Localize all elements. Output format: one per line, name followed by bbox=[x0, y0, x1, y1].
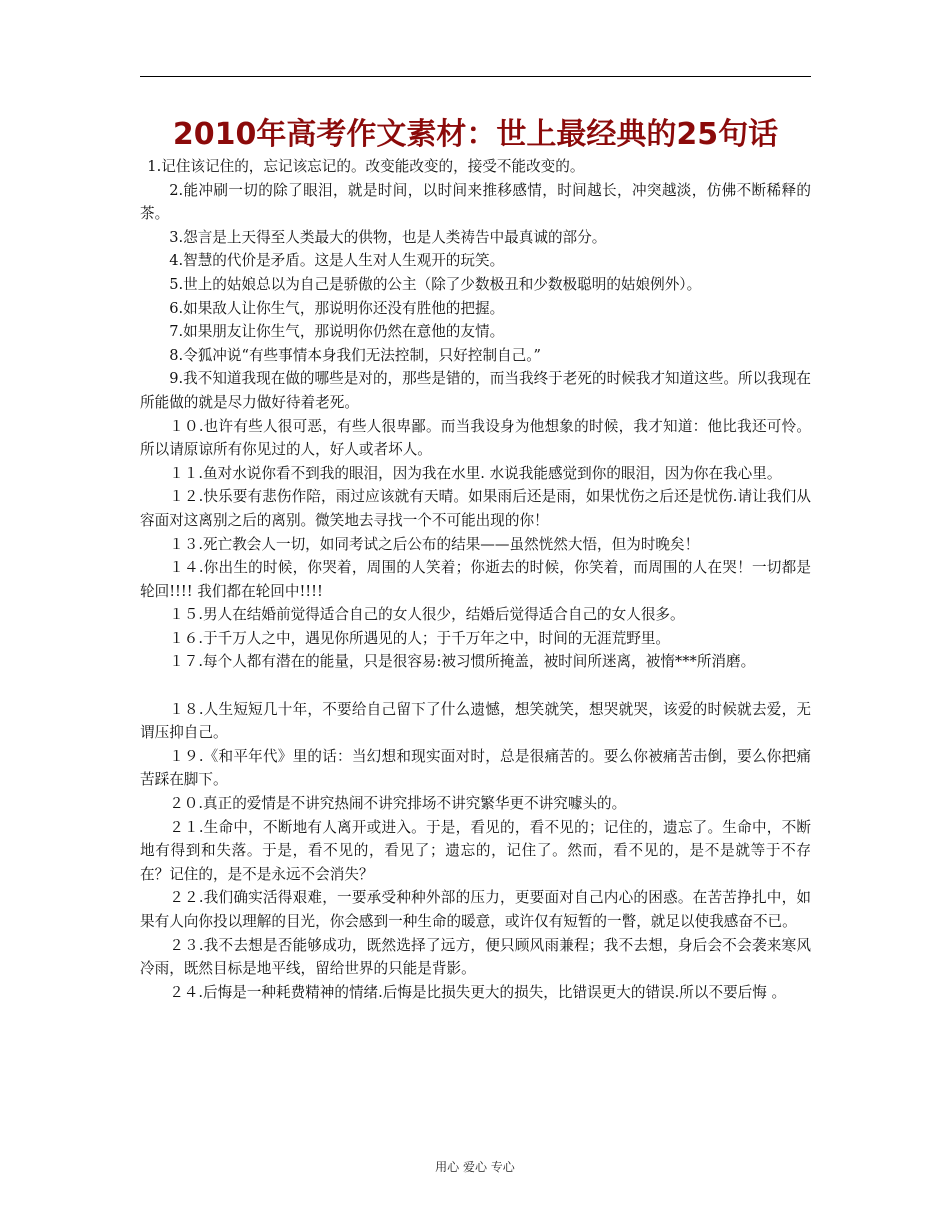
quote-paragraph-20: ２０.真正的爱情是不讲究热闹不讲究排场不讲究繁华更不讲究噱头的。 bbox=[169, 795, 627, 813]
quote-paragraph-22: ２２.我们确实活得艰难，一要承受种种外部的压力，更要面对自己内心的困惑。在苦苦挣扎中，如果有人向你投以理解的目光，你会感到一种生命的暖意，或许仅有短暂的一瞥，就足以使我感奋不已。 bbox=[140, 889, 811, 930]
quote-paragraph-1: 1.记住该记住的，忘记该忘记的。改变能改变的，接受不能改变的。 bbox=[147, 158, 585, 175]
quote-paragraph-3: 3.怨言是上天得至人类最大的供物，也是人类祷告中最真诚的部分。 bbox=[169, 228, 607, 246]
quote-paragraph-15: １５.男人在结婚前觉得适合自己的女人很少，结婚后觉得适合自己的女人很多。 bbox=[169, 606, 685, 624]
quote-paragraph-10: １０.也许有些人很可恶，有些人很卑鄙。而当我设身为他想象的时候，我才知道：他比我还可怜。所以请原谅所有你见过的人，好人或者坏人。 bbox=[140, 417, 811, 459]
page-footer: 用心 爱心 专心 bbox=[435, 1160, 515, 1174]
quote-paragraph-11: １１.鱼对水说你看不到我的眼泪，因为我在水里. 水说我能感觉到你的眼泪，因为你在我心里。 bbox=[169, 464, 782, 482]
quote-paragraph-23: ２３.我不去想是否能够成功，既然选择了远方，便只顾风雨兼程；我不去想，身后会不会袭来寒风冷雨，既然目标是地平线，留给世界的只能是背影。 bbox=[140, 936, 811, 978]
document-body bbox=[140, 155, 811, 1004]
quote-paragraph-7: 7.如果朋友让你生气，那说明你仍然在意他的友情。 bbox=[169, 323, 505, 341]
quote-paragraph-21: ２１.生命中，不断地有人离开或进入。于是，看见的，看不见的；记住的，遗忘了。生命中，不断地有得到和失落。于是，看不见的，看见了；遗忘的，记住了。然而，看不见的，是不是就等于不存在？记住的，是不是永远不会消失？ bbox=[140, 818, 811, 883]
quote-paragraph-4: 4.智慧的代价是矛盾。这是人生对人生观开的玩笑。 bbox=[169, 252, 505, 270]
quote-paragraph-17: １７.每个人都有潜在的能量，只是很容易:被习惯所掩盖，被时间所迷离，被惰***所消磨。 bbox=[169, 653, 756, 671]
quote-paragraph-12: １２.快乐要有悲伤作陪，雨过应该就有天晴。如果雨后还是雨，如果忧伤之后还是忧伤.请让我们从容面对这离别之后的离别。微笑地去寻找一个不可能出现的你！ bbox=[140, 488, 811, 529]
quote-paragraph-8: 8.令狐冲说“有些事情本身我们无法控制，只好控制自己。” bbox=[169, 346, 541, 364]
quote-paragraph-18: １８.人生短短几十年，不要给自己留下了什么遗憾，想笑就笑，想哭就哭，该爱的时候就去爱，无谓压抑自己。 bbox=[140, 700, 811, 742]
quote-paragraph-14: １４.你出生的时候，你哭着，周围的人笑着；你逝去的时候，你笑着，而周围的人在哭！一切都是轮回!!!! 我们都在轮回中!!!! bbox=[140, 559, 811, 600]
quote-paragraph-19: １９.《和平年代》里的话：当幻想和现实面对时，总是很痛苦的。要么你被痛苦击倒，要么你把痛苦踩在脚下。 bbox=[140, 747, 811, 789]
quote-paragraph-2: 2.能冲刷一切的除了眼泪，就是时间，以时间来推移感情，时间越长，冲突越淡，仿佛不断稀释的茶。 bbox=[140, 181, 811, 223]
document-title: 2010年高考作文素材：世上最经典的25句话 bbox=[172, 117, 779, 152]
blank-line bbox=[140, 674, 811, 698]
header-rule bbox=[140, 76, 811, 77]
quote-paragraph-9: 9.我不知道我现在做的哪些是对的，那些是错的，而当我终于老死的时候我才知道这些。所以我现在所能做的就是尽力做好待着老死。 bbox=[140, 370, 811, 411]
quote-paragraph-13: １３.死亡教会人一切，如同考试之后公布的结果——虽然恍然大悟，但为时晚矣！ bbox=[169, 535, 700, 553]
quote-paragraph-6: 6.如果敌人让你生气，那说明你还没有胜他的把握。 bbox=[169, 299, 505, 317]
quote-paragraph-24: ２４.后悔是一种耗费精神的情绪.后悔是比损失更大的损失，比错误更大的错误.所以不要后悔 。 bbox=[169, 983, 787, 1001]
quote-paragraph-5: 5.世上的姑娘总以为自己是骄傲的公主（除了少数极丑和少数极聪明的姑娘例外）。 bbox=[169, 275, 702, 293]
quote-paragraph-16: １６.于千万人之中，遇见你所遇见的人；于千万年之中，时间的无涯荒野里。 bbox=[169, 629, 671, 647]
